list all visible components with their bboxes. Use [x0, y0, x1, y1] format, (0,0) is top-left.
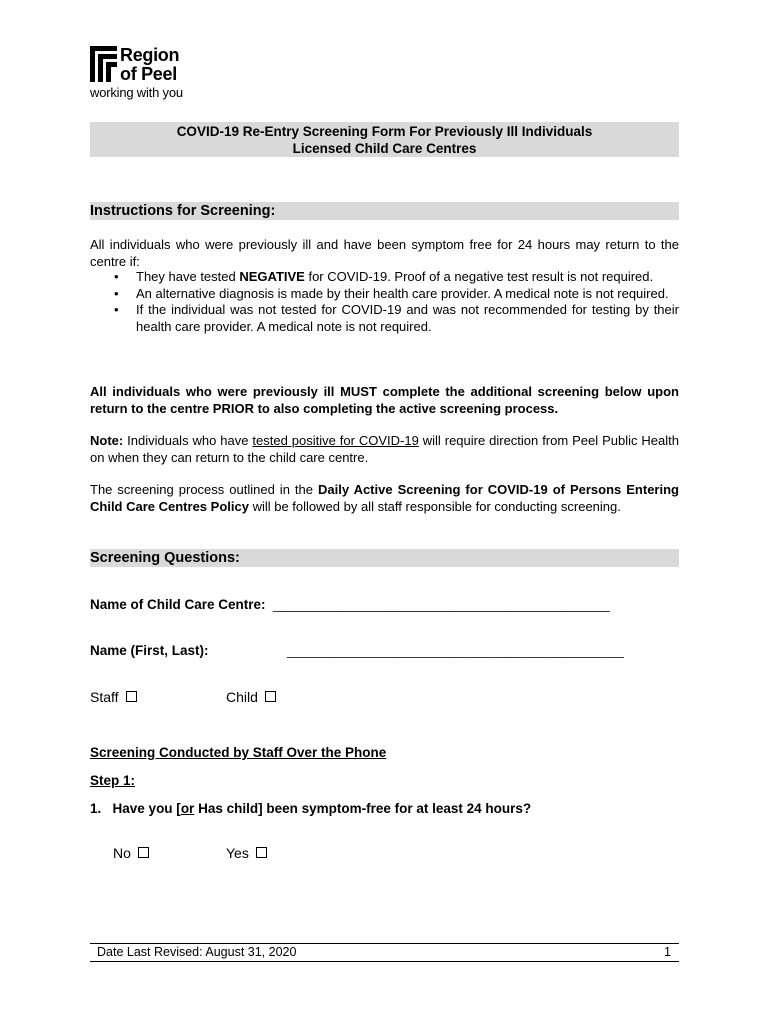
note-paragraph: Note: Individuals who have tested positive for COVID-19 will require direction from Peel Public Health on when they can return to the child care centre. [90, 433, 679, 465]
child-label: Child [226, 689, 258, 705]
person-name-field[interactable]: ________________________________________________ [287, 643, 624, 658]
staff-option[interactable] [90, 689, 137, 705]
phone-screening-heading: Screening Conducted by Staff Over the Phone [90, 745, 387, 760]
form-title-line2: Licensed Child Care Centres [292, 141, 477, 156]
list-item: • An alternative diagnosis is made by their health care provider. A medical note is not required. [90, 286, 679, 303]
peel-logo-icon [90, 46, 117, 82]
form-title [90, 122, 679, 157]
screening-questions-heading: Screening Questions: [90, 549, 679, 567]
yes-checkbox[interactable] [256, 847, 267, 858]
no-option[interactable] [113, 845, 149, 861]
centre-name-field[interactable]: ________________________________________________ [273, 597, 610, 612]
child-checkbox[interactable] [265, 691, 276, 702]
previously-ill-notice: All individuals who were previously ill MUST complete the additional screening below upon return to the centre PRIOR to also completing the active screening process. [90, 384, 679, 416]
step-1-heading: Step 1: [90, 773, 136, 788]
question-1-number: 1. [90, 801, 102, 816]
child-option[interactable] [226, 689, 276, 705]
date-last-revised: Date Last Revised: August 31, 2020 [97, 945, 297, 959]
tested-positive-link[interactable]: tested positive for COVID-19 [252, 433, 419, 448]
centre-name-label: Name of Child Care Centre: [90, 597, 266, 612]
logo-wordmark-line1: Region [120, 45, 180, 65]
yes-label: Yes [226, 845, 249, 861]
instructions-heading: Instructions for Screening: [90, 202, 679, 220]
question-1: 1. Have you [or Has child] been symptom-free for at least 24 hours? [90, 801, 532, 816]
instructions-bullet-list [90, 269, 679, 335]
instructions-intro: All individuals who were previously ill and have been symptom free for 24 hours may return to the centre if: [90, 237, 679, 269]
note-label: Note: [90, 433, 124, 448]
no-checkbox[interactable] [138, 847, 149, 858]
logo-tagline: working with you [90, 85, 183, 100]
page-footer [90, 943, 679, 962]
logo-wordmark-line2: of Peel [120, 64, 177, 84]
policy-name: Daily Active Screening for COVID-19 of Persons Entering Child Care Centres Policy [90, 482, 679, 514]
person-name-label: Name (First, Last): [90, 643, 209, 658]
list-item: • They have tested NEGATIVE for COVID-19. Proof of a negative test result is not required. [90, 269, 679, 286]
form-title-line1: COVID-19 Re-Entry Screening Form For Previously Ill Individuals [176, 124, 593, 139]
yes-option[interactable] [226, 845, 267, 861]
list-item: • If the individual was not tested for COVID-19 and was not recommended for testing by their health care provider. A medical note is not required. [90, 302, 679, 335]
screening-process-paragraph: The screening process outlined in the Daily Active Screening for COVID-19 of Persons Entering Child Care Centres Policy will be followed by all staff responsible for conducting screening. [90, 482, 679, 514]
page-number: 1 [664, 945, 671, 959]
staff-label: Staff [90, 689, 119, 705]
region-of-peel-logo [90, 45, 200, 103]
no-label: No [113, 845, 131, 861]
staff-checkbox[interactable] [126, 691, 137, 702]
